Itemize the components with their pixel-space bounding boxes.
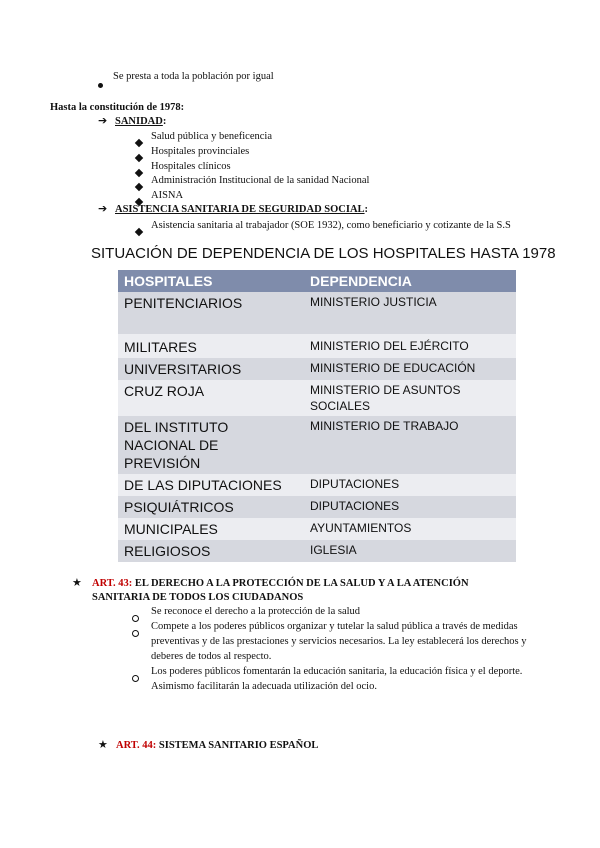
section-title: Hasta la constitución de 1978: [50,102,185,113]
asistencia-item: Asistencia sanitaria al trabajador (SOE 1932), como beneficiario y cotizante de la S.S [151,220,511,231]
table-cell-dependencia: MINISTERIO JUSTICIA [304,292,516,334]
table-header-row [118,270,516,292]
star-icon: ★ [98,738,108,751]
table-row [118,518,516,540]
table-cell-dependencia: IGLESIA [304,540,516,562]
art44-heading: ART. 44: SISTEMA SANITARIO ESPAÑOL [116,740,319,751]
top-bullet-marker [98,75,103,93]
table-cell-dependencia: AYUNTAMIENTOS [304,518,516,540]
table-header-cell: HOSPITALES [118,270,304,292]
circle-bullet-icon [132,624,139,642]
asistencia-heading: ASISTENCIA SANITARIA DE SEGURIDAD SOCIAL: [115,204,369,215]
table-row [118,496,516,518]
table-row [118,416,516,474]
sanidad-item: Administración Institucional de la sanidad Nacional [151,175,370,186]
art43-heading: ART. 43: EL DERECHO A LA PROTECCIÓN DE LA SALUD Y A LA ATENCIÓN [92,578,469,589]
table-row [118,358,516,380]
table-row [118,380,516,416]
arrow-icon: ➔ [98,202,108,215]
table-cell-dependencia: MINISTERIO DE EDUCACIÓN [304,358,516,380]
art43-heading-line2: SANITARIA DE TODOS LOS CIUDADANOS [92,592,304,603]
sanidad-item: AISNA [151,190,184,201]
table-cell-hospital: PSIQUIÁTRICOS [118,496,304,518]
table-cell-dependencia: MINISTERIO DEL EJÉRCITO [304,334,516,358]
art43-item-line: deberes de todos al respecto. [151,651,272,662]
table-cell-dependencia: DIPUTACIONES [304,496,516,518]
table-cell-hospital: UNIVERSITARIOS [118,358,304,380]
circle-bullet-icon [132,669,139,687]
art43-item: Los poderes públicos fomentarán la educación sanitaria, la educación física y el deporte. [151,666,523,677]
table-row [118,334,516,358]
table-header-cell: DEPENDENCIA [304,270,516,292]
art43-item-line: Asimismo facilitarán la adecuada utilización del ocio. [151,681,377,692]
sanidad-heading: SANIDAD: [115,116,167,127]
table-title: SITUACIÓN DE DEPENDENCIA DE LOS HOSPITALES HASTA 1978 [91,245,556,262]
table-cell-hospital: DE LAS DIPUTACIONES [118,474,304,496]
hospitals-table [118,270,516,562]
art43-item: Se reconoce el derecho a la protección de la salud [151,606,361,617]
table-row [118,292,516,334]
table-cell-dependencia: MINISTERIO DE TRABAJO [304,416,516,474]
diamond-icon [136,222,142,240]
table-cell-dependencia: MINISTERIO DE ASUNTOS SOCIALES [304,380,516,416]
arrow-icon: ➔ [98,114,108,127]
star-icon: ★ [72,576,82,589]
table-cell-hospital: CRUZ ROJA [118,380,304,416]
sanidad-item: Hospitales clínicos [151,161,231,172]
top-bullet-text: Se presta a toda la población por igual [113,71,274,82]
table-cell-hospital: PENITENCIARIOS [118,292,304,334]
sanidad-item: Hospitales provinciales [151,146,250,157]
table-row [118,540,516,562]
table-cell-hospital: DEL INSTITUTO NACIONAL DE PREVISIÓN [118,416,304,474]
table-cell-hospital: MILITARES [118,334,304,358]
table-cell-hospital: RELIGIOSOS [118,540,304,562]
table-cell-dependencia: DIPUTACIONES [304,474,516,496]
table-cell-hospital: MUNICIPALES [118,518,304,540]
sanidad-item: Salud pública y beneficencia [151,131,272,142]
art43-item: Compete a los poderes públicos organizar y tutelar la salud pública a través de medidas [151,621,518,632]
table-row [118,474,516,496]
art43-item-line: preventivas y de las prestaciones y servicios necesarios. La ley establecerá los derechos y [151,636,527,647]
